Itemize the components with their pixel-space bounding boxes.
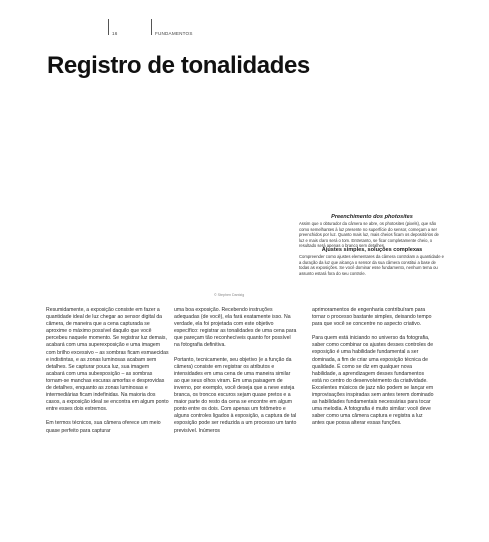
photo-credit: © Stephen Dantzig (214, 293, 245, 297)
sidebar-photosites (299, 214, 445, 249)
body-column-3 (312, 307, 435, 435)
folio-divider-right (151, 19, 152, 35)
sidebar-ajustes-title: Ajustes simples, soluções complexas (321, 247, 423, 253)
body-paragraph: uma boa exposição. Recebendo instruções adequadas (de você), ela fará exatamente isso. Na verdade, ela foi projetada com este objetivo específico: registrar as tonalidades de uma cena para que pareçam tão reconhecíveis quanto for possível na fotografia definitiva. (174, 307, 297, 349)
body-paragraph: Resumidamente, a exposição consiste em fazer a quantidade ideal de luz chegar ao sensor digital da câmera, de maneira que a cena capturada se aproxime o máximo possível daquilo que você percebeu naquele momento. Se registrar luz demais, acabará com uma superexposição e uma imagem com brilho excessivo – as sombras ficam esmaecidas e indistintas, e as zonas luminosas acabam sem detalhes. Se capturar pouca luz, sua imagem acabará com uma subexposição – as sombras tornam-se manchas escuras amorfas e desprovidas de detalhes, enquanto as zonas luminosas e intermediárias ficam indefinidas. Na maioria dos casos, a exposição ideal se encontra em algum ponto entre esses dois extremos. (46, 307, 169, 413)
body-paragraph: Portanto, tecnicamente, seu objetivo (e a função da câmera) consiste em registrar os atributos e intensidades em uma cena de uma maneira similar ao que seus olhos viram. Em uma paisagem de inverno, por exemplo, você deseja que a neve esteja branca, os troncos escuros sejam quase pretos e a maior parte do resto da cena se encontre em algum ponto entre os dois. Com apenas um fotômetro e alguns controles ligados à exposição, a captura de tal exposição pode ser reduzida a um processo um tanto previsível. Inúmeros (174, 356, 297, 434)
sidebar-ajustes (299, 247, 445, 276)
page-title: Registro de tonalidades (47, 52, 310, 79)
page-number: 16 (112, 31, 118, 36)
body-column-1 (46, 307, 169, 442)
section-name: FUNDAMENTOS (155, 31, 193, 36)
body-column-2 (174, 307, 297, 442)
body-paragraph: Para quem está iniciando no universo da fotografia, saber como combinar os ajustes desses controles de exposição é uma habilidade fundamental a ser dominada, a fim de criar uma exposição técnica de qualidade. É como se diz em qualquer nova habilidade, a aprendizagem desses fundamentos está no centro do desenvolvimento da criatividade. Excelentes músicos de jazz não podem se lançar em improvisações inspiradas sem antes terem dominado as habilidades fundamentais necessárias para tocar uma melodia. A fotografia é muito similar: você deve saber como uma câmera captura e registra a luz antes que possa alterar essas funções. (312, 335, 434, 427)
sidebar-photosites-title: Preenchimento dos photosites (331, 214, 413, 220)
body-paragraph: aprimoramentos de engenharia contribuíram para tornar o processo bastante simples, deixando tempo para que você se concentre no aspecto criativo. (312, 307, 432, 328)
sidebar-ajustes-text: Compreender como ajustes elementares da câmera controlam a quantidade e a duração da luz que alcança o sensor da sua câmera constitui a base de todas as exposições. Se você dominar esse fundamento, nenhum tema ou assunto estará fora do seu controle. (299, 254, 445, 276)
body-paragraph: Em termos técnicos, sua câmera oferece um meio quase perfeito para capturar (46, 420, 161, 434)
sidebar-photosites-text: Assim que o obturador da câmera se abre, os photosites (pixels), que são como semelhantes à luz presente no superfície do sensor, começam a ser preenchidos por luz. Quanto mais luz, mais cheios ficam os depositórios de luz e mais claro será o tom. Entretanto, se ficar completamente cheio, o resultado será apenas o branco sem detalhes. (299, 221, 439, 249)
folio-divider-left (108, 19, 109, 35)
